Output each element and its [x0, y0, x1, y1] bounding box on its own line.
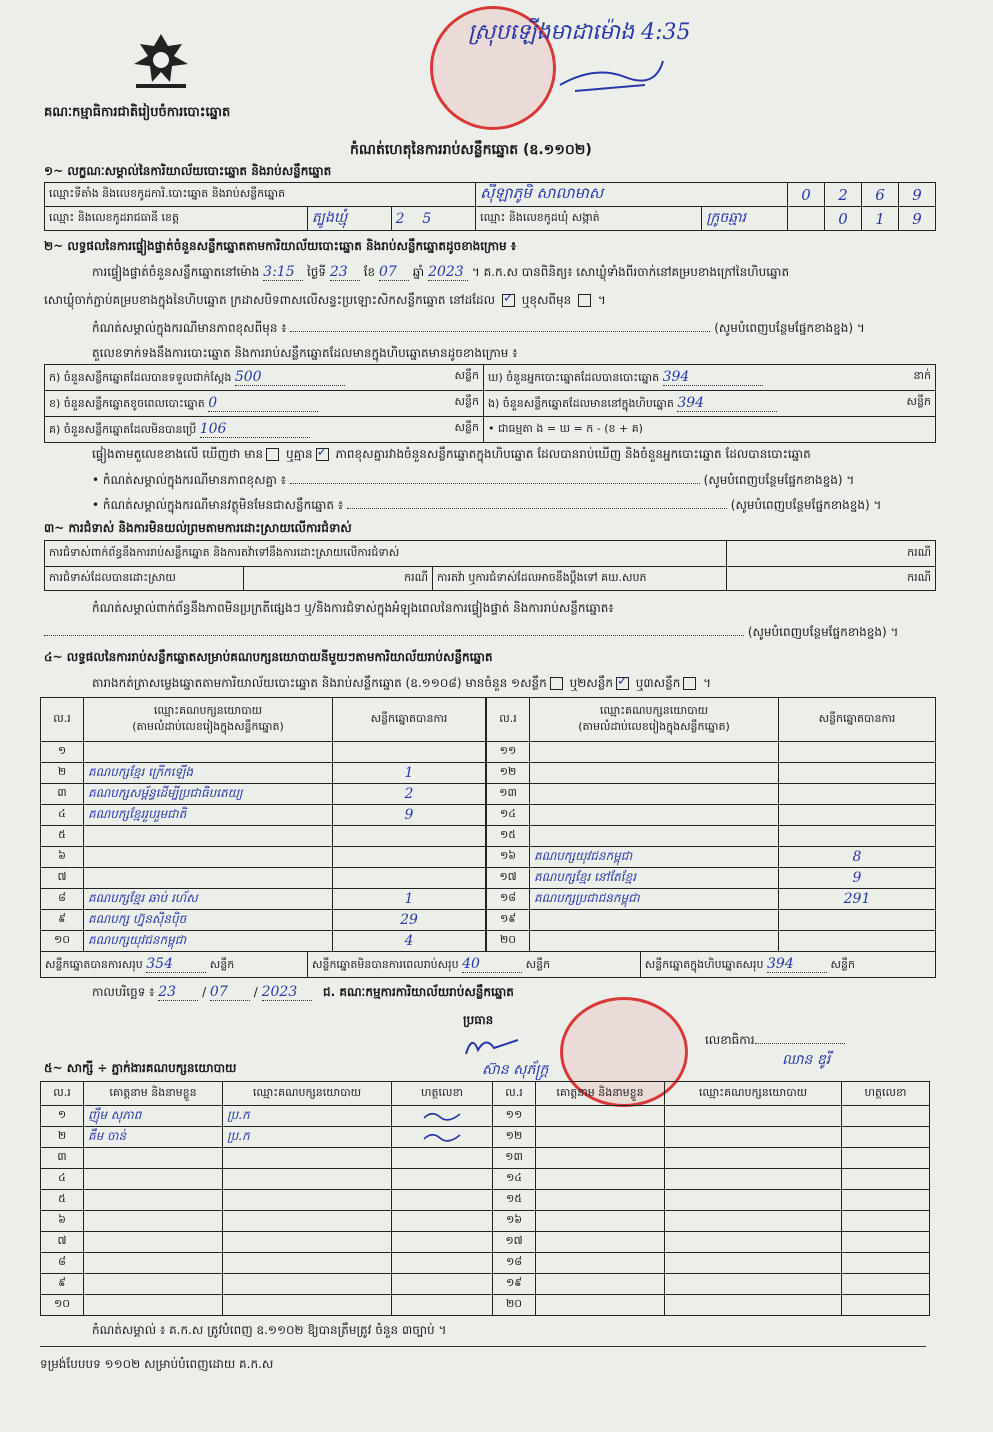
witness-party: ប្រ.ក	[223, 1106, 392, 1127]
formula-text: • ជាធម្មតា ង = ឃ = ក - (ខ + គ)	[484, 417, 936, 443]
party-name: គណបក្ស ហ្វ៊ុនស៊ិនប៉ិច	[84, 910, 333, 931]
witness-signature	[842, 1211, 930, 1232]
witness-name	[536, 1106, 665, 1127]
row-number: ១៤	[493, 1169, 536, 1190]
party-votes: 9	[333, 805, 486, 826]
row-number: ១៩	[487, 910, 530, 931]
witness-party	[665, 1211, 842, 1232]
date-month: 07	[210, 984, 250, 1001]
col-votes-header: សន្លឹកឆ្នោតបានការ	[333, 698, 486, 742]
witness-signature	[842, 1106, 930, 1127]
row-number: ១	[41, 742, 84, 763]
table-row	[487, 784, 936, 805]
party-name	[530, 805, 779, 826]
station-code-digit: 0	[788, 183, 825, 207]
commune-code-digit: 0	[825, 207, 862, 231]
signature-mark	[422, 1108, 462, 1122]
total-box-label: សន្លឹកឆ្នោតក្នុងហិបឆ្នោតសរុប	[644, 957, 764, 971]
party-votes	[333, 742, 486, 763]
chair-signature	[462, 1030, 522, 1058]
witness-signature	[842, 1127, 930, 1148]
row-number: ១៨	[493, 1253, 536, 1274]
witness-name	[84, 1295, 223, 1316]
discrepancy-line: ផ្ទៀងតាមតួលេខខាងលើ ឃើញថា មាន ឬគ្មាន✓ ភាពខុសគ្នារវាងចំនួនសន្លឹកឆ្នោតក្នុងហិបឆ្នោត ដែលបានរាប់ឃើញ និងចំនួនអ្នកបោះឆ្នោត ដែលបានបោះឆ្នោត	[92, 446, 811, 464]
witness-name	[84, 1211, 223, 1232]
table-row	[41, 763, 486, 784]
party-votes: 4	[333, 931, 486, 952]
counting-committee-label: ជ. គណៈកម្មការការិយាល័យរាប់សន្លឹកឆ្នោត	[323, 985, 514, 999]
witness-party	[223, 1169, 392, 1190]
witness-signature	[392, 1232, 493, 1253]
table-row	[487, 826, 936, 847]
date-day: 23	[158, 984, 198, 1001]
party-votes	[779, 784, 936, 805]
section2-title: ២~ លទ្ធផលនៃការផ្ទៀងផ្ទាត់ចំនួនសន្លឹកឆ្នោតតាមការិយាល័យបោះឆ្នោត និងរាប់សន្លឹកឆ្នោតដូចខាងក្រោម ៖	[44, 239, 517, 253]
witness-party	[665, 1274, 842, 1295]
two-sheets-checkbox[interactable]	[616, 677, 629, 690]
row-number: ១០	[41, 931, 84, 952]
row-number: ៧	[41, 1232, 84, 1253]
row-number: ៥	[41, 1190, 84, 1211]
col-votes-header: សន្លឹកឆ្នោតបានការ	[779, 698, 936, 742]
witness-party	[223, 1295, 392, 1316]
row-number: ១៣	[493, 1148, 536, 1169]
ballots-in-box-value: 394	[677, 395, 777, 412]
objection-counting-label: ការជំទាស់ពាក់ព័ន្ធនឹងការរាប់សន្លឹកឆ្នោត និងការតវ៉ាទៅនឹងការដោះស្រាយលើការជំទាស់	[45, 541, 727, 567]
row-number: ១១	[487, 742, 530, 763]
table-row	[487, 763, 936, 784]
station-name-label: ឈ្មោះទីតាំង និងលេខកូដការិ.បោះឆ្នោត និងរាប់សន្លឹកឆ្នោត	[45, 183, 476, 207]
handwritten-signature-top	[555, 55, 665, 95]
party-name	[530, 910, 779, 931]
row-number: ២០	[493, 1295, 536, 1316]
party-votes	[779, 826, 936, 847]
table-row	[41, 868, 486, 889]
witness-name	[84, 1190, 223, 1211]
secretary-name: ឈាន ឌូរី	[782, 1052, 831, 1068]
col-name-header: គោត្តនាម និងនាមខ្លួន	[536, 1082, 665, 1106]
total-box-value: 394	[767, 956, 827, 973]
handwritten-time-note: ស្រុបឡើងមាដាម៉ោង 4:35	[468, 20, 691, 45]
table-row	[41, 1274, 930, 1295]
total-invalid-label: សន្លឹកឆ្នោតមិនបានការពេលរាប់សរុប	[311, 957, 459, 971]
row-number: ៩	[41, 910, 84, 931]
witness-signature	[842, 1232, 930, 1253]
changed-checkbox[interactable]	[578, 294, 591, 307]
table-row	[41, 742, 486, 763]
row-number: ១១	[493, 1106, 536, 1127]
signature-mark	[422, 1129, 462, 1143]
row-number: ១៩	[493, 1274, 536, 1295]
col-no-header: ល.រ	[41, 1082, 84, 1106]
party-name	[84, 742, 333, 763]
table-row	[41, 889, 486, 910]
witness-signature	[392, 1295, 493, 1316]
witness-signature	[842, 1190, 930, 1211]
col-name-header: គោត្តនាម និងនាមខ្លួន	[84, 1082, 223, 1106]
witness-signature	[392, 1148, 493, 1169]
witness-signature	[392, 1274, 493, 1295]
objection-appeal-label: ការតវ៉ា ឬការជំទាស់ដែលអាចនឹងប្តឹងទៅ គឃ.សបភ	[433, 567, 727, 591]
row-number: ១៧	[493, 1232, 536, 1253]
row-number: ៤	[41, 805, 84, 826]
note-foreign-object-line: • កំណត់សម្គាល់ក្នុងករណីមានវត្ថុមិនមែនជាសន្លឹកឆ្នោត ៖ (សូមបំពេញបន្ថែមផ្នែកខាងខ្នង) ។	[92, 498, 882, 512]
party-votes	[779, 910, 936, 931]
party-name: គណបក្សខ្មែរ ឆាប់ រហ័ស	[84, 889, 333, 910]
party-name: គណបក្សខ្មែរ ក្រើកឡើង	[84, 763, 333, 784]
col-no-header: ល.រ	[493, 1082, 536, 1106]
case-label: ករណី	[727, 567, 936, 591]
table-row	[41, 1169, 930, 1190]
row-number: ១៦	[487, 847, 530, 868]
section1-title: ១~ លក្ខណៈសម្គាល់នៃការិយាល័យបោះឆ្នោត និងរាប់សន្លឹកឆ្នោត	[44, 164, 332, 178]
case-label: ករណី	[244, 567, 433, 591]
chair-name: ស៊ាន សុភ័ក្ត្រ	[482, 1062, 549, 1078]
row-number: ១២	[487, 763, 530, 784]
row-number: ១២	[493, 1127, 536, 1148]
witness-name	[536, 1127, 665, 1148]
spoiled-ballots-value: 0	[208, 395, 318, 412]
witness-party	[223, 1253, 392, 1274]
witness-name	[536, 1253, 665, 1274]
province-code: 2 5	[395, 210, 432, 227]
three-sheets-checkbox[interactable]	[683, 677, 696, 690]
witness-party	[665, 1253, 842, 1274]
col-party-header: ឈ្មោះគណបក្សនយោបាយ	[223, 1082, 392, 1106]
witness-signature	[392, 1127, 493, 1148]
table-row	[487, 805, 936, 826]
table-row	[487, 931, 936, 952]
commune-label: ឈ្មោះ និងលេខកូដឃុំ សង្កាត់	[476, 207, 702, 231]
party-name: គណបក្សប្រជាជនកម្ពុជា	[530, 889, 779, 910]
witness-name	[536, 1295, 665, 1316]
one-sheet-checkbox[interactable]	[550, 677, 563, 690]
table-row	[487, 742, 936, 763]
witness-signature	[392, 1169, 493, 1190]
discrepancy-yes-checkbox[interactable]	[266, 448, 279, 461]
col-sign-header: ហត្ថលេខា	[842, 1082, 930, 1106]
party-votes: 29	[333, 910, 486, 931]
row-number: ៦	[41, 1211, 84, 1232]
row-number: ៣	[41, 1148, 84, 1169]
table-row	[41, 931, 486, 952]
witness-signature	[842, 1253, 930, 1274]
witness-party	[665, 1232, 842, 1253]
table-row	[41, 826, 486, 847]
party-votes	[779, 931, 936, 952]
objections-table	[44, 540, 936, 591]
party-votes	[333, 847, 486, 868]
note-changed-line: កំណត់សម្គាល់ក្នុងករណីមានភាពខុសពីមុន ៖ (សូមបំពេញបន្ថែមផ្នែកខាងខ្នង) ។	[92, 321, 865, 335]
verification-line-1: ការផ្ទៀងផ្ទាត់ចំនួនសន្លឹកឆ្នោតនៅម៉ោង 3:15 ថ្ងៃទី 23 ខែ 07 ឆ្នាំ 2023 ។ គ.ក.ស បានពិនិត្យ៖ សោឃ្លុំទាំងពីរចាក់នៅគម្របខាងក្រៅនៃហិបឆ្នោត	[92, 264, 790, 280]
row-number: ៨	[41, 1253, 84, 1274]
table-row	[41, 910, 486, 931]
witness-party	[223, 1274, 392, 1295]
row-number: ៨	[41, 889, 84, 910]
row-number: ១៧	[487, 868, 530, 889]
row-number: ១៤	[487, 805, 530, 826]
row-number: ១៥	[493, 1190, 536, 1211]
objection-resolved-label: ការជំទាស់ដែលបានដោះស្រាយ	[45, 567, 244, 591]
witness-party	[665, 1148, 842, 1169]
party-name: គណបក្សខ្មែរ នៅតែខ្មែរ	[530, 868, 779, 889]
table-row	[41, 1211, 930, 1232]
emblem-icon	[128, 30, 194, 92]
voters-label: ឃ) ចំនួនអ្នកបោះឆ្នោតដែលបានបោះឆ្នោត	[488, 370, 660, 384]
witness-signature	[842, 1274, 930, 1295]
verification-month: 07	[379, 264, 409, 281]
totals-table: សន្លឹកឆ្នោតបានការសរុប 354 សន្លឹក សន្លឹកឆ្នោតមិនបានការពេលរាប់សរុប 40 សន្លឹក សន្លឹកឆ្នោតក្នុងហិបឆ្នោតសរុប 394 សន្លឹក	[40, 951, 936, 978]
results-table-left	[40, 697, 486, 952]
witness-signature	[842, 1169, 930, 1190]
witness-name	[84, 1274, 223, 1295]
row-number: ១	[41, 1106, 84, 1127]
party-name	[530, 931, 779, 952]
witness-name	[84, 1169, 223, 1190]
party-votes: 291	[779, 889, 936, 910]
party-votes	[333, 868, 486, 889]
discrepancy-no-checkbox[interactable]	[316, 448, 329, 461]
footer-note: កំណត់សម្គាល់ ៖ គ.ក.ស ត្រូវបំពេញ ឧ.១១០២ ឱ្យបានត្រឹមត្រូវ ចំនួន ៣ច្បាប់ ។	[92, 1323, 447, 1337]
commune-code-digit: 9	[899, 207, 936, 231]
verification-line-2: សោឃ្លុំចាក់ភ្ជាប់គម្របខាងក្នុងនៃហិបឆ្នោត ក្រដាសបិទពាសលើសន្ទះប្រឡោះសិកសន្លឹកឆ្នោត នៅដដែល ✓ ឬខុសពីមុន ។	[44, 292, 606, 310]
party-votes	[779, 742, 936, 763]
results-table-right	[486, 697, 936, 952]
section5-title: ៥~ សាក្សី ÷ ភ្នាក់ងារគណបក្សនយោបាយ	[44, 1061, 237, 1075]
witness-name	[536, 1274, 665, 1295]
witness-name	[536, 1232, 665, 1253]
secretary-line: លេខាធិការ	[705, 1032, 845, 1050]
party-name	[530, 742, 779, 763]
witness-party	[665, 1190, 842, 1211]
form-title: កំណត់ហេតុនៃការរាប់សន្លឹកឆ្នោត (ឧ.១១០២)	[350, 142, 592, 158]
table-row	[41, 1232, 930, 1253]
col-party-header: ឈ្មោះគណបក្សនយោបាយ (តាមលំដាប់លេខរៀងក្នុងសន្លឹកឆ្នោត)	[530, 698, 779, 742]
party-name: គណបក្សយុវជនកម្ពុជា	[84, 931, 333, 952]
station-name-value: ស៊ីឡាភូមិ សាលាមាស	[476, 183, 788, 207]
witness-table	[40, 1081, 930, 1316]
witness-signature	[392, 1190, 493, 1211]
total-invalid-value: 40	[462, 956, 522, 973]
party-votes: 9	[779, 868, 936, 889]
witness-signature	[842, 1148, 930, 1169]
table-row	[487, 889, 936, 910]
party-name: គណបក្សសម្ព័ន្ធដើម្បីប្រជាធិបតេយ្យ	[84, 784, 333, 805]
verification-time: 3:15	[263, 264, 303, 281]
station-code-digit: 9	[899, 183, 936, 207]
col-party-header: ឈ្មោះគណបក្សនយោបាយ (តាមលំដាប់លេខរៀងក្នុងសន្លឹកឆ្នោត)	[84, 698, 333, 742]
party-name	[84, 868, 333, 889]
row-number: ១៦	[493, 1211, 536, 1232]
witness-party	[665, 1295, 842, 1316]
witness-signature	[392, 1106, 493, 1127]
col-no-header: ល.រ	[487, 698, 530, 742]
party-name	[84, 847, 333, 868]
table-row	[41, 1295, 930, 1316]
section4-title: ៤~ លទ្ធផលនៃការរាប់សន្លឹកឆ្នោតសម្រាប់គណបក្សនយោបាយនីមួយៗតាមការិយាល័យរាប់សន្លឹកឆ្នោត	[44, 650, 493, 664]
witness-name: ញ៉ឹម សុភាព	[84, 1106, 223, 1127]
witness-name	[536, 1190, 665, 1211]
row-number: ១០	[41, 1295, 84, 1316]
row-number: ២០	[487, 931, 530, 952]
total-valid-value: 354	[146, 956, 206, 973]
case-label: ករណី	[727, 541, 936, 567]
party-votes	[779, 763, 936, 784]
witness-party	[223, 1148, 392, 1169]
witness-name	[536, 1211, 665, 1232]
station-code-digit: 2	[825, 183, 862, 207]
row-number: ២	[41, 763, 84, 784]
party-name	[530, 826, 779, 847]
table-row	[41, 805, 486, 826]
row-number: ៩	[41, 1274, 84, 1295]
ballot-figures-table	[44, 364, 936, 443]
ballots-in-box-label: ង) ចំនួនសន្លឹកឆ្នោតដែលមាននៅក្នុងហិបឆ្នោត	[488, 396, 674, 410]
chair-label: ប្រធាន	[463, 1013, 494, 1027]
witness-party: ប្រ.ក	[223, 1127, 392, 1148]
col-sign-header: ហត្ថលេខា	[392, 1082, 493, 1106]
footer-divider	[40, 1346, 926, 1347]
total-valid-label: សន្លឹកឆ្នោតបានការសរុប	[45, 957, 143, 971]
party-votes: 1	[333, 763, 486, 784]
unit-label: សន្លឹក	[454, 368, 479, 382]
date-line: កាលបរិច្ឆេទ ៖ 23 / 07 / 2023 ជ. គណៈកម្មការការិយាល័យរាប់សន្លឹកឆ្នោត	[92, 984, 514, 1000]
form-footer: ទម្រង់បែបបទ ១១០២ សម្រាប់បំពេញដោយ គ.ក.ស	[40, 1357, 274, 1371]
party-votes: 1	[333, 889, 486, 910]
commune-value: ក្រូចឆ្មារ	[702, 207, 788, 231]
witness-name	[84, 1232, 223, 1253]
party-name: គណបក្សយុវជនកម្ពុជា	[530, 847, 779, 868]
witness-party	[223, 1190, 392, 1211]
received-ballots-value: 500	[235, 369, 345, 386]
figures-intro: តួលេខទាក់ទងនឹងការបោះឆ្នោត និងការរាប់សន្លឹកឆ្នោតដែលមានក្នុងហិបឆ្នោតមានដូចខាងក្រោម ៖	[92, 346, 518, 360]
table-row	[487, 868, 936, 889]
table-row	[41, 1148, 930, 1169]
voters-value: 394	[663, 369, 763, 386]
table-row	[41, 1253, 930, 1274]
table-row	[41, 1106, 930, 1127]
table-row	[487, 910, 936, 931]
witness-party	[223, 1211, 392, 1232]
table-row	[487, 847, 936, 868]
irregularities-note: កំណត់សម្គាល់ពាក់ព័ន្ធនឹងភាពមិនប្រក្រតីផ្សេងៗ ឬ/និងការជំទាស់ក្នុងអំឡុងពេលនៃការផ្ទៀងផ្ទាត់ និងការរាប់សន្លឹកឆ្នោត៖	[92, 601, 614, 615]
witness-party	[223, 1232, 392, 1253]
witness-party	[665, 1106, 842, 1127]
unit-label: សន្លឹក	[454, 420, 479, 434]
verification-day: 23	[330, 264, 360, 281]
witness-name	[536, 1169, 665, 1190]
party-votes	[333, 826, 486, 847]
party-name	[530, 763, 779, 784]
committee-name: គណៈកម្មាធិការជាតិរៀបចំការបោះឆ្នោត	[44, 105, 231, 120]
witness-signature	[392, 1253, 493, 1274]
row-number: ៤	[41, 1169, 84, 1190]
section3-title: ៣~ ការជំទាស់ និងការមិនយល់ព្រមតាមការដោះស្រាយលើការជំទាស់	[44, 521, 352, 535]
unused-ballots-label: គ) ចំនួនសន្លឹកឆ្នោតដែលមិនបានប្រើ	[49, 422, 197, 436]
row-number: ៣	[41, 784, 84, 805]
table-row	[41, 1127, 930, 1148]
row-number: ៦	[41, 847, 84, 868]
irregularities-fill-line: (សូមបំពេញបន្ថែមផ្នែកខាងខ្នង) ។	[44, 624, 898, 642]
row-number: ៥	[41, 826, 84, 847]
col-party-header: ឈ្មោះគណបក្សនយោបាយ	[665, 1082, 842, 1106]
witness-name: គឹម ចាន់	[84, 1127, 223, 1148]
row-number: ១៣	[487, 784, 530, 805]
party-votes: 2	[333, 784, 486, 805]
table-row	[41, 784, 486, 805]
row-number: ១៨	[487, 889, 530, 910]
station-code-digit: 6	[862, 183, 899, 207]
unit-label: នាក់	[913, 368, 931, 382]
province-value: ត្បូងឃ្មុំ	[307, 207, 391, 231]
station-info-table	[44, 182, 936, 231]
received-ballots-label: ក) ចំនួនសន្លឹកឆ្នោតដែលបានទទួលជាក់ស្តែង	[49, 370, 232, 384]
row-number: ១៥	[487, 826, 530, 847]
witness-name	[84, 1148, 223, 1169]
witness-name	[84, 1253, 223, 1274]
province-label: ឈ្មោះ និងលេខកូដរាជធានី ខេត្ត	[45, 207, 308, 231]
witness-party	[665, 1127, 842, 1148]
row-number: ២	[41, 1127, 84, 1148]
witness-name	[536, 1148, 665, 1169]
witness-party	[665, 1169, 842, 1190]
party-votes: 8	[779, 847, 936, 868]
row-number: ៧	[41, 868, 84, 889]
table-row	[41, 1190, 930, 1211]
witness-signature	[842, 1295, 930, 1316]
witness-signature	[392, 1211, 493, 1232]
party-name	[84, 826, 333, 847]
note-discrepancy-line: • កំណត់សម្គាល់ក្នុងករណីមានភាពខុសគ្នា ៖ (សូមបំពេញបន្ថែមផ្នែកខាងខ្នង) ។	[92, 473, 855, 487]
col-no-header: ល.រ	[41, 698, 84, 742]
commune-code-digit: 1	[862, 207, 899, 231]
party-name	[530, 784, 779, 805]
unit-label: សន្លឹក	[906, 394, 931, 408]
unused-ballots-value: 106	[200, 421, 310, 438]
table-row	[41, 847, 486, 868]
party-name: គណបក្សខ្មែររួបរួមជាតិ	[84, 805, 333, 826]
tally-sheet-count-line: តារាងកត់ត្រាសម្លេងឆ្នោតតាមការិយាល័យបោះឆ្នោត និងរាប់សន្លឹកឆ្នោត (ឧ.១១០៨) មានចំនួន ១សន្លឹក ឬ២សន្លឹក✓ ឬ៣សន្លឹក ។	[92, 675, 711, 693]
spoiled-ballots-label: ខ) ចំនួនសន្លឹកឆ្នោតខូចពេលបោះឆ្នោត	[49, 396, 205, 410]
unchanged-checkbox[interactable]	[502, 294, 515, 307]
unit-label: សន្លឹក	[454, 394, 479, 408]
party-votes	[779, 805, 936, 826]
verification-year: 2023	[428, 264, 468, 281]
date-year: 2023	[262, 984, 312, 1001]
